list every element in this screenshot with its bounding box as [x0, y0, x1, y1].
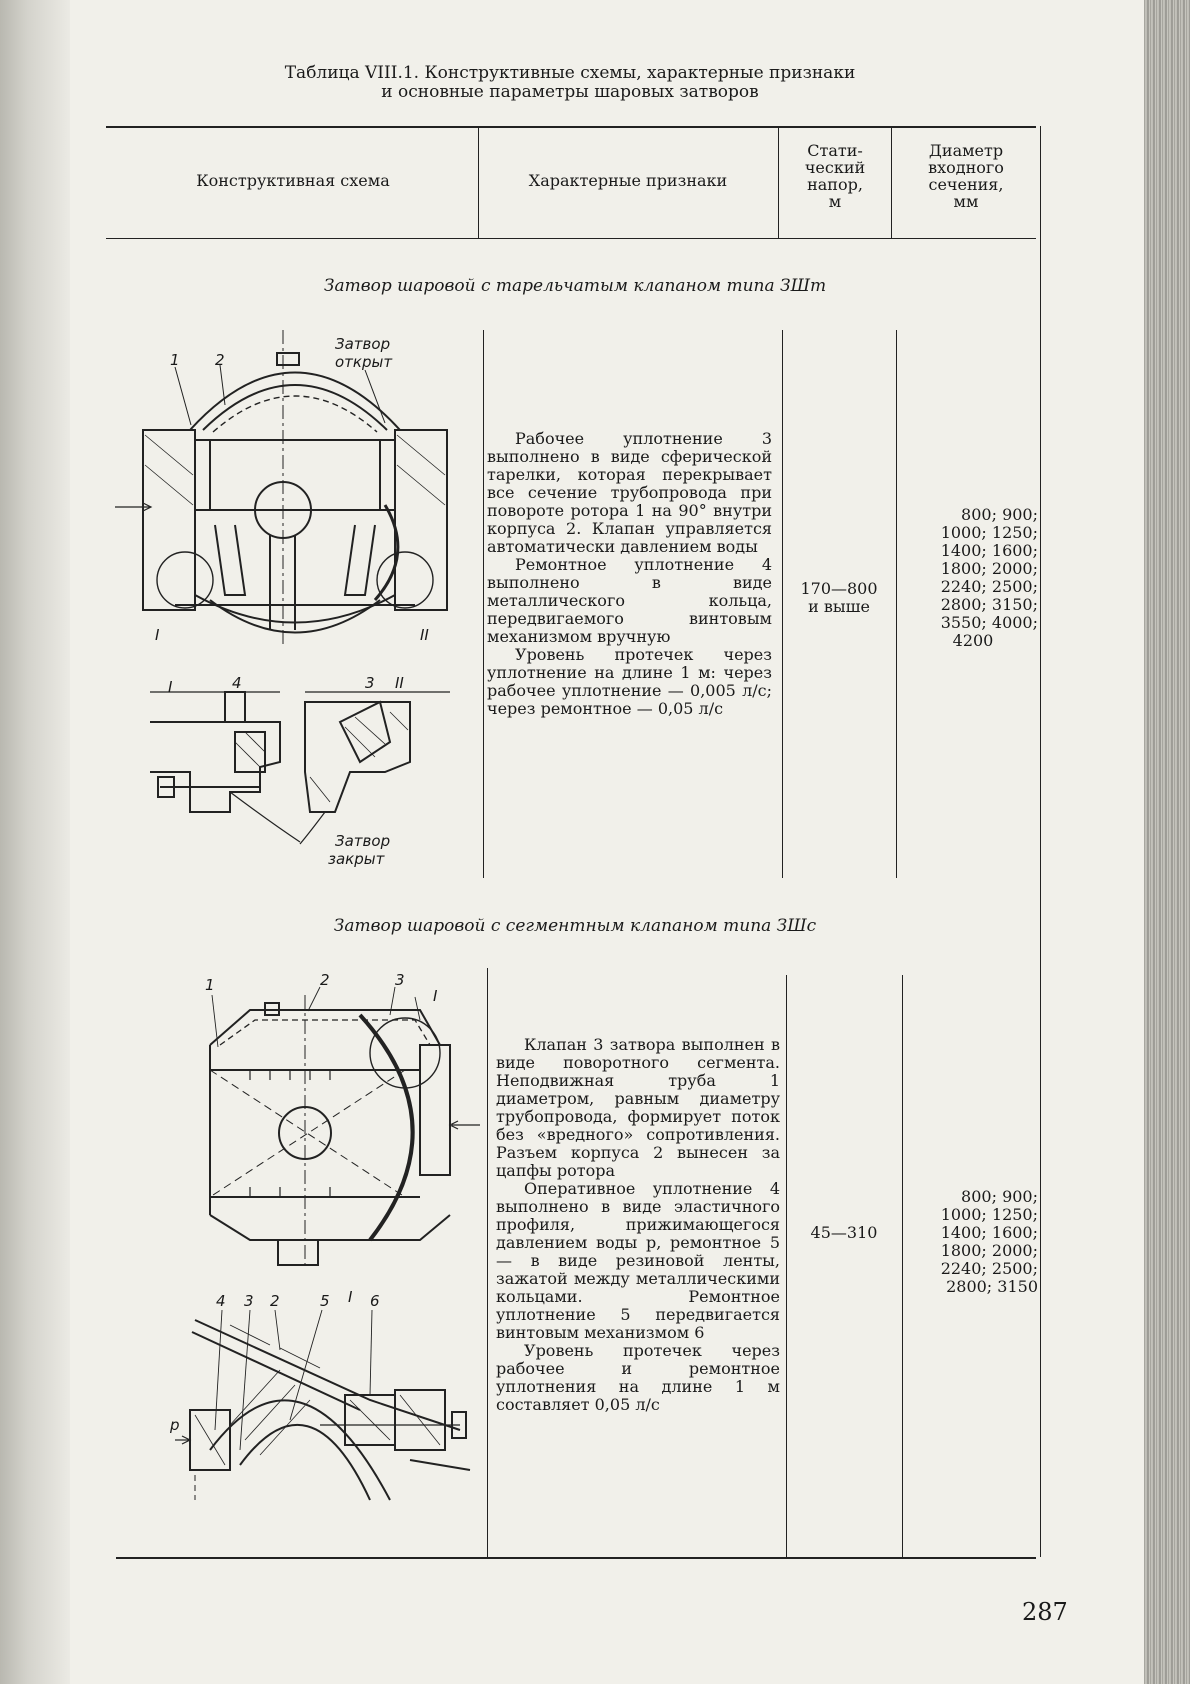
label-closed-line1: Затвор: [335, 832, 391, 850]
section-1-description: [487, 430, 772, 718]
header-features: Характерные признаки: [528, 171, 728, 190]
section-title-1: Затвор шаровой с тарельчатым клапаном типа ЗШт: [323, 276, 827, 296]
label-detail-I: I: [155, 626, 160, 644]
scan-edge-right: [1144, 0, 1190, 1684]
table-title-line-2: и основные параметры шаровых затворов: [381, 82, 759, 102]
section-1-diameter-values: [898, 506, 1038, 650]
scan-edge-left: [0, 0, 70, 1684]
row1-divider-3: [896, 330, 897, 878]
label-1: 1: [170, 351, 180, 369]
header-head-line: Стати-: [807, 141, 863, 160]
header-head-line: м: [828, 192, 842, 211]
header-diameter-line: мм: [953, 192, 979, 211]
description-paragraph: Оперативное уплотнение 4 выполнено в виде эластичного профиля, прижимающегося давлением воды p, ремонтное 5 — в виде резиновой ленты, зажатой между металлическими кольцами. Ремонтное уплотнение 5 передвигается винтовым механизмом 6: [496, 1179, 780, 1342]
section-2-description: [496, 1036, 780, 1414]
head-value-line: и выше: [808, 597, 870, 616]
label-4: 4: [232, 674, 242, 692]
label-2: 2: [215, 351, 225, 369]
figure-1-details: [150, 672, 460, 872]
label-pressure-p: p: [170, 1416, 180, 1434]
label-closed-line2: закрыт: [328, 850, 385, 868]
label-detail-I: I: [348, 1288, 353, 1306]
table-right-border: [1040, 126, 1041, 1557]
description-paragraph: Уровень протечек через рабочее и ремонтное уплотнения на длине 1 м составляет 0,05 л/с: [496, 1341, 780, 1414]
label-1: 1: [205, 976, 215, 994]
description-paragraph: Ремонтное уплотнение 4 выполнено в виде металлического кольца, передвигаемого винтовым механизмом вручную: [487, 555, 772, 646]
description-paragraph: Рабочее уплотнение 3 выполнено в виде сферической тарелки, которая перекрывает все сечение трубопровода при повороте ротора 1 на 90° внутри корпуса 2. Клапан управляется автоматически давлением воды: [487, 429, 772, 556]
diameter-line: 800; 900;: [961, 1187, 1038, 1206]
diameter-line: 3550; 4000;: [940, 613, 1038, 632]
header-diameter-line: сечения,: [928, 175, 1004, 194]
label-detail-I: I: [433, 987, 438, 1005]
diameter-line: 2800; 3150;: [940, 595, 1038, 614]
description-paragraph: Уровень протечек через уплотнение на длине 1 м: через рабочее уплотнение — 0,005 л/с; через ремонтное — 0,05 л/с: [487, 645, 772, 718]
diameter-line: 2240; 2500;: [940, 577, 1038, 596]
label-6: 6: [370, 1292, 380, 1310]
header-diameter-line: Диаметр: [928, 141, 1004, 160]
header-diameter: [893, 142, 1039, 210]
head-value-line: 170—800: [800, 579, 878, 598]
section-title-2: Затвор шаровой с сегментным клапаном типа ЗШс: [333, 916, 817, 936]
diameter-line: 800; 900;: [961, 505, 1038, 524]
label-open-line2: открыт: [335, 353, 393, 371]
section-1-head-value: [784, 580, 894, 616]
row2-divider-2: [786, 975, 787, 1557]
description-paragraph: Клапан 3 затвора выполнен в виде поворотного сегмента. Неподвижная труба 1 диаметром, равным диаметру трубопровода, формирует поток без «вредного» сопротивления. Разъем корпуса 2 вынесен за цапфы ротора: [496, 1035, 780, 1180]
table-title: [200, 64, 940, 102]
label-detail-II: II: [420, 626, 429, 644]
header-scheme: Конструктивная схема: [196, 171, 390, 190]
header-divider-2: [778, 126, 779, 238]
figure-1-main-section: [115, 335, 455, 655]
label-3: 3: [395, 971, 405, 989]
table-header-rule: [106, 238, 1036, 239]
header-diameter-line: входного: [928, 158, 1004, 177]
section-2-diameter-values: [904, 1188, 1038, 1296]
label-4: 4: [216, 1292, 226, 1310]
label-5: 5: [320, 1292, 330, 1310]
label-3: 3: [244, 1292, 254, 1310]
diameter-line: 1800; 2000;: [940, 559, 1038, 578]
header-divider-1: [478, 126, 479, 238]
diameter-line: 2240; 2500;: [940, 1259, 1038, 1278]
page-number: 287: [1022, 1598, 1068, 1626]
figure-2-detail: [170, 1290, 480, 1500]
diameter-line: 1800; 2000;: [940, 1241, 1038, 1260]
label-detail-II: II: [395, 674, 404, 692]
figure-2-main-section: [190, 971, 490, 1275]
label-open-line1: Затвор: [335, 335, 391, 353]
table-bottom-rule: [116, 1557, 1036, 1559]
row2-divider-3: [902, 975, 903, 1557]
table-title-line-1: Таблица VIII.1. Конструктивные схемы, характерные признаки: [284, 63, 856, 83]
diameter-line: 1000; 1250;: [940, 1205, 1038, 1224]
diameter-line: 1400; 1600;: [940, 1223, 1038, 1242]
diameter-line: 4200: [952, 631, 994, 650]
label-2: 2: [320, 971, 330, 989]
header-divider-3: [891, 126, 892, 238]
label-detail-I: I: [168, 678, 173, 696]
diameter-line: 1400; 1600;: [940, 541, 1038, 560]
label-2: 2: [270, 1292, 280, 1310]
section-2-head-value: 45—310: [810, 1223, 878, 1242]
diameter-line: 2800; 3150: [946, 1277, 1038, 1296]
header-head-line: напор,: [807, 175, 863, 194]
table-top-rule: [106, 126, 1036, 128]
label-3: 3: [365, 674, 375, 692]
header-head-line: ческий: [804, 158, 866, 177]
row1-divider-2: [782, 330, 783, 878]
header-head: [780, 142, 890, 210]
row1-divider-1: [483, 330, 484, 878]
diameter-line: 1000; 1250;: [940, 523, 1038, 542]
